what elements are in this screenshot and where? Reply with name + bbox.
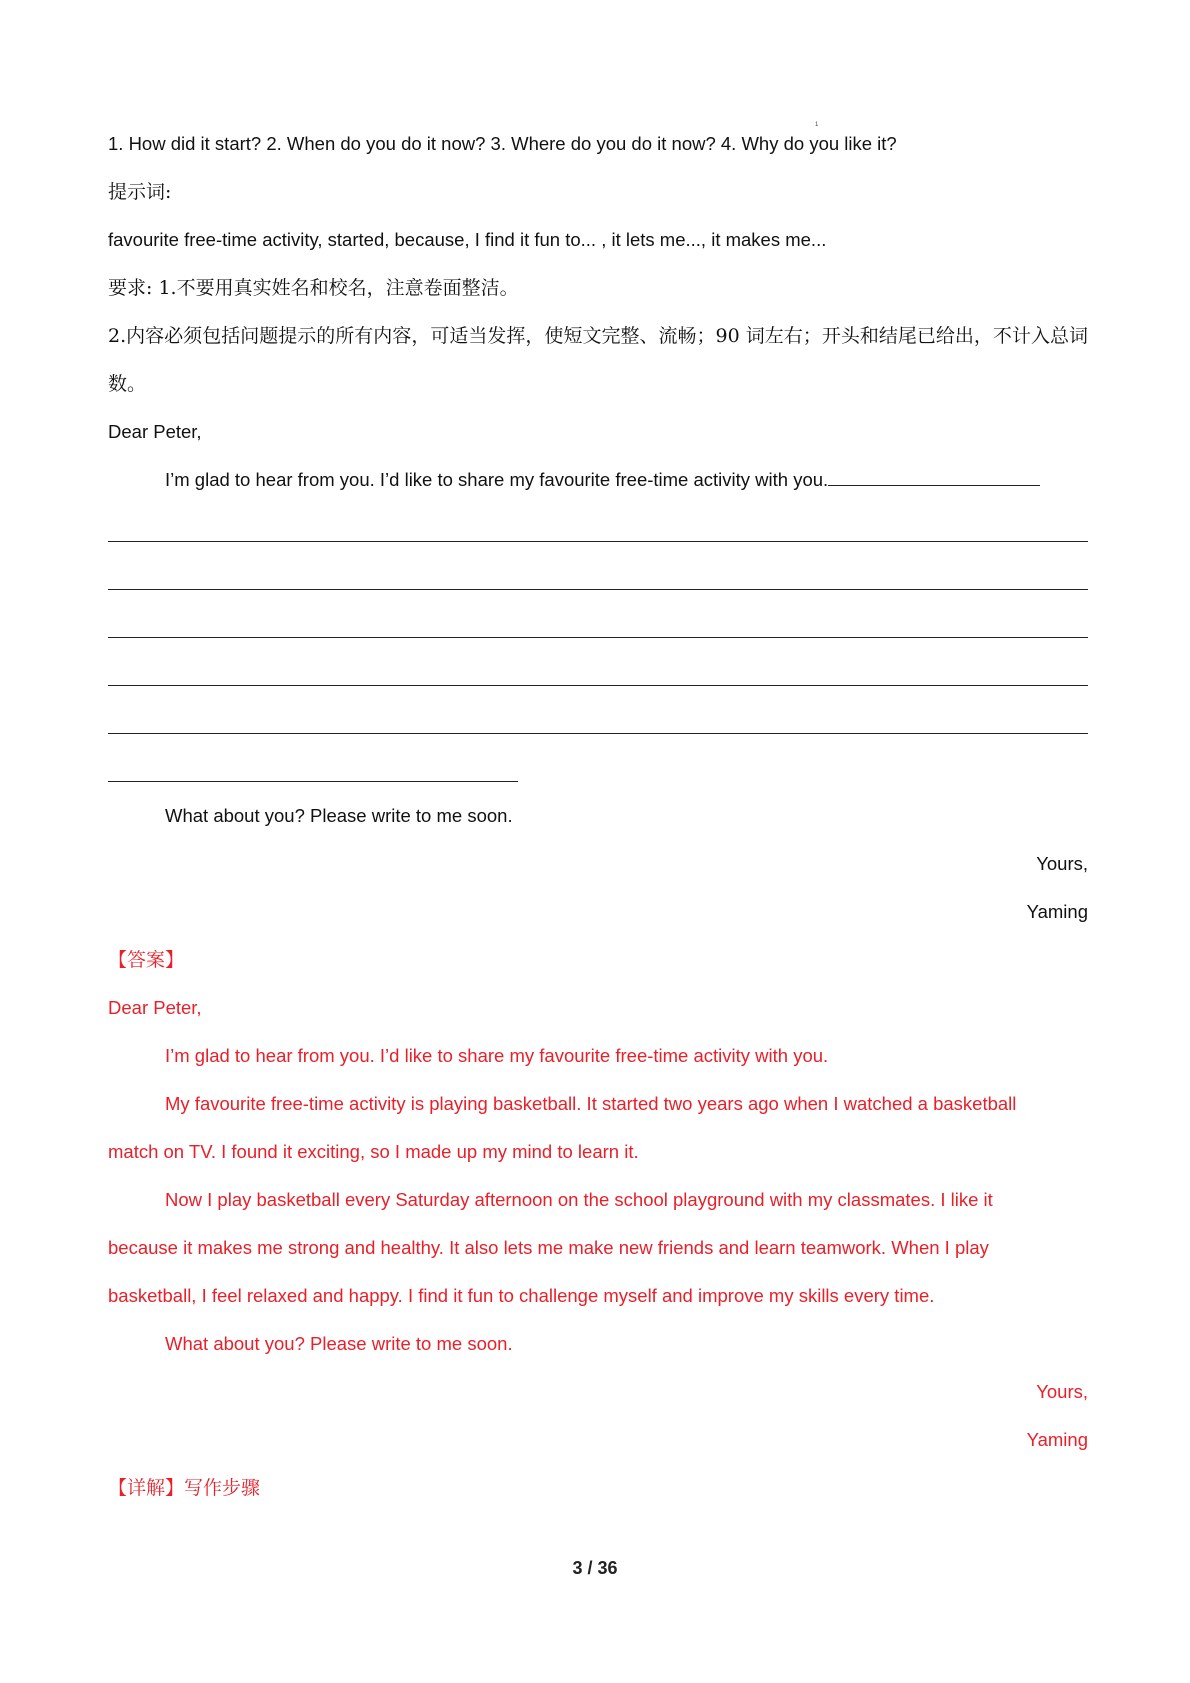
writing-blank[interactable] bbox=[828, 467, 1040, 486]
writing-line[interactable] bbox=[108, 648, 1088, 696]
writing-line[interactable] bbox=[108, 504, 1088, 552]
writing-line[interactable] bbox=[108, 600, 1088, 648]
writing-line-short[interactable] bbox=[108, 744, 1088, 792]
letter-opening-line bbox=[108, 456, 1088, 504]
answer-name: Yaming bbox=[1026, 1429, 1088, 1450]
letter-signoff: Yours, bbox=[1036, 853, 1088, 874]
answer-signoff: Yours, bbox=[1036, 1381, 1088, 1402]
hint-words: favourite free-time activity, started, because, I find it fun to... , it lets me..., it makes me... bbox=[108, 229, 827, 250]
writing-line[interactable] bbox=[108, 696, 1088, 744]
answer-paragraph-2: Now I play basketball every Saturday afternoon on the school playground with my classmates. I like it because it makes me strong and healthy. It also lets me make new friends and learn teamwork. When I play basketball, I feel relaxed and happy. I find it fun to challenge myself and improve my skills every time. bbox=[108, 1189, 993, 1306]
answer-opening: I’m glad to hear from you. I’d like to share my favourite free-time activity with you. bbox=[165, 1045, 829, 1066]
requirement-2: 2.内容必须包括问题提示的所有内容，可适当发挥，使短文完整、流畅；90 词左右；开头和结尾已给出，不计入总词数。 bbox=[108, 325, 1088, 395]
letter-opening: I’m glad to hear from you. I’d like to share my favourite free-time activity with you. bbox=[165, 469, 829, 490]
page-mark: 1 bbox=[815, 122, 819, 128]
letter-greeting: Dear Peter, bbox=[108, 421, 202, 442]
letter-name: Yaming bbox=[1026, 901, 1088, 922]
document-page bbox=[108, 120, 1088, 1512]
letter-closing: What about you? Please write to me soon. bbox=[165, 805, 513, 826]
answer-label: 【答案】 bbox=[108, 949, 185, 971]
answer-paragraph-1: My favourite free-time activity is playing basketball. It started two years ago when I watched a basketball match on TV. I found it exciting, so I made up my mind to learn it. bbox=[108, 1093, 1017, 1162]
page-number: 3 / 36 bbox=[572, 1558, 618, 1578]
hint-label: 提示词: bbox=[108, 181, 172, 203]
detail-label: 【详解】写作步骤 bbox=[108, 1477, 261, 1499]
answer-greeting: Dear Peter, bbox=[108, 997, 202, 1018]
questions-line: 1. How did it start? 2. When do you do it now? 3. Where do you do it now? 4. Why do you like it? bbox=[108, 133, 897, 154]
writing-line[interactable] bbox=[108, 552, 1088, 600]
requirement-1: 要求: 1.不要用真实姓名和校名，注意卷面整洁。 bbox=[108, 277, 519, 299]
answer-closing: What about you? Please write to me soon. bbox=[165, 1333, 513, 1354]
